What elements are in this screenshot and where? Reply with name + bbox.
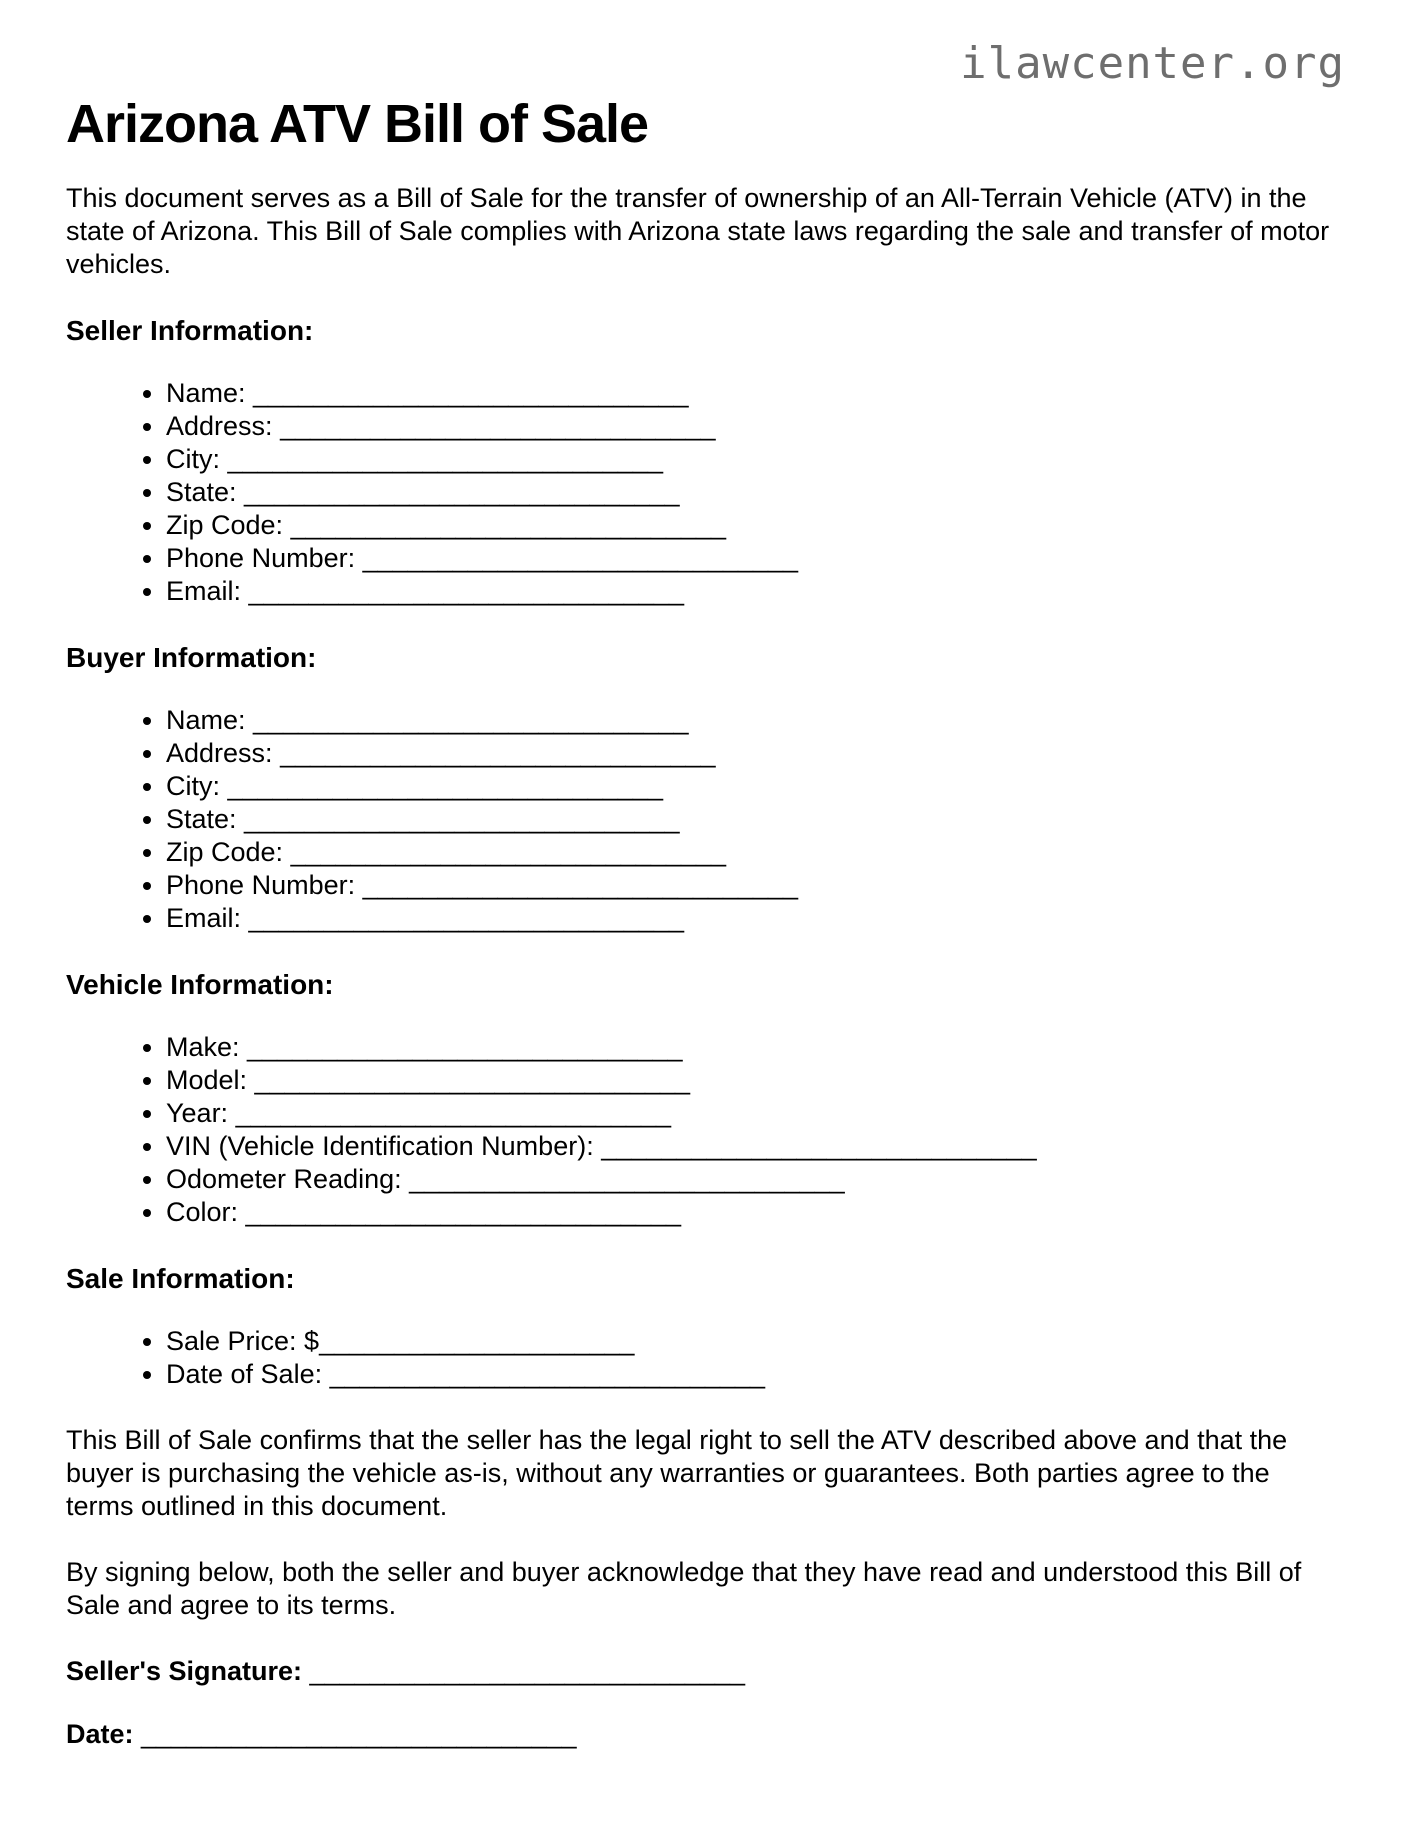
blank-line: _____________________________	[236, 477, 680, 507]
section-sale-information	[66, 1262, 1345, 1391]
list-item	[166, 869, 1345, 902]
field-list	[66, 1031, 1345, 1229]
field-label: City:	[166, 444, 220, 474]
field-label: Make:	[166, 1032, 240, 1062]
section-buyer-information	[66, 641, 1345, 935]
seller-signature-line: _____________________________	[302, 1656, 745, 1686]
signature-date-line: _____________________________	[133, 1719, 577, 1749]
blank-line: _____________________________	[283, 510, 727, 540]
list-item	[166, 443, 1345, 476]
list-item	[166, 1064, 1345, 1097]
list-item	[166, 377, 1345, 410]
blank-line: _____________________________	[241, 903, 684, 933]
list-item	[166, 1097, 1345, 1130]
blank-line: _____________________________	[220, 444, 663, 474]
document-title: Arizona ATV Bill of Sale	[66, 94, 649, 154]
signature-date-label: Date:	[66, 1719, 134, 1749]
field-label: State:	[166, 804, 237, 834]
field-label: Email:	[166, 576, 242, 606]
field-list	[66, 704, 1345, 935]
field-label: Name:	[166, 705, 246, 735]
blank-line: _____________________________	[401, 1164, 845, 1194]
blank-line: _____________________________	[272, 738, 716, 768]
list-item	[166, 509, 1345, 542]
field-label: Name:	[166, 378, 246, 408]
field-label: Date of Sale:	[166, 1359, 323, 1389]
list-item	[166, 1130, 1345, 1163]
blank-line: _____________________________	[238, 1197, 681, 1227]
section-heading: Vehicle Information:	[66, 969, 334, 1000]
list-item	[166, 1031, 1345, 1064]
section-heading: Sale Information:	[66, 1263, 295, 1294]
field-label: Zip Code:	[166, 510, 284, 540]
field-list	[66, 377, 1345, 608]
blank-line: _____________________________	[593, 1131, 1037, 1161]
list-item	[166, 737, 1345, 770]
blank-line: _____________________________	[239, 1032, 683, 1062]
blank-line: _____________________	[319, 1326, 635, 1356]
field-label: Sale Price: $	[166, 1326, 320, 1356]
field-label: Address:	[166, 411, 273, 441]
list-item	[166, 704, 1345, 737]
list-item	[166, 542, 1345, 575]
field-label: City:	[166, 771, 220, 801]
blank-line: _____________________________	[241, 576, 684, 606]
field-label: Color:	[166, 1197, 239, 1227]
seller-signature-row	[66, 1655, 1345, 1688]
list-item	[166, 1358, 1345, 1391]
list-item	[166, 770, 1345, 803]
field-label: Phone Number:	[166, 543, 356, 573]
signature-date-row	[66, 1718, 1345, 1751]
blank-line: _____________________________	[355, 870, 799, 900]
site-logo: ilawcenter.org	[960, 38, 1345, 89]
section-heading: Buyer Information:	[66, 642, 317, 673]
list-item	[166, 575, 1345, 608]
field-label: VIN (Vehicle Identification Number):	[166, 1131, 594, 1161]
blank-line: _____________________________	[245, 378, 689, 408]
field-label: Email:	[166, 903, 242, 933]
blank-line: _____________________________	[283, 837, 727, 867]
blank-line: _____________________________	[245, 705, 689, 735]
list-item	[166, 1196, 1345, 1229]
section-seller-information	[66, 314, 1345, 608]
field-label: Model:	[166, 1065, 248, 1095]
list-item	[166, 1163, 1345, 1196]
field-label: Odometer Reading:	[166, 1164, 402, 1194]
list-item	[166, 803, 1345, 836]
blank-line: _____________________________	[220, 771, 663, 801]
blank-line: _____________________________	[228, 1098, 672, 1128]
blank-line: _____________________________	[355, 543, 799, 573]
closing-paragraph-2: By signing below, both the seller and buyer acknowledge that they have read and understood this Bill of Sale and agree to its terms.	[66, 1557, 1302, 1620]
blank-line: _____________________________	[247, 1065, 691, 1095]
list-item	[166, 410, 1345, 443]
list-item	[166, 1325, 1345, 1358]
seller-signature-label: Seller's Signature:	[66, 1656, 302, 1686]
blank-line: _____________________________	[322, 1359, 766, 1389]
list-item	[166, 902, 1345, 935]
list-item	[166, 836, 1345, 869]
field-label: Address:	[166, 738, 273, 768]
field-list	[66, 1325, 1345, 1391]
intro-paragraph: This document serves as a Bill of Sale for the transfer of ownership of an All-Terrain Vehicle (ATV) in the state of Arizona. This Bill of Sale complies with Arizona state laws regarding the sale and transfer of motor vehicles.	[66, 183, 1330, 279]
field-label: Phone Number:	[166, 870, 356, 900]
field-label: Year:	[166, 1098, 229, 1128]
list-item	[166, 476, 1345, 509]
section-vehicle-information	[66, 968, 1345, 1229]
blank-line: _____________________________	[236, 804, 680, 834]
field-label: State:	[166, 477, 237, 507]
field-label: Zip Code:	[166, 837, 284, 867]
blank-line: _____________________________	[272, 411, 716, 441]
closing-paragraph-1: This Bill of Sale confirms that the seller has the legal right to sell the ATV described above and that the buyer is purchasing the vehicle as-is, without any warranties or guarantees. Both parties agree to the terms outlined in this document.	[66, 1425, 1288, 1521]
section-heading: Seller Information:	[66, 315, 314, 346]
